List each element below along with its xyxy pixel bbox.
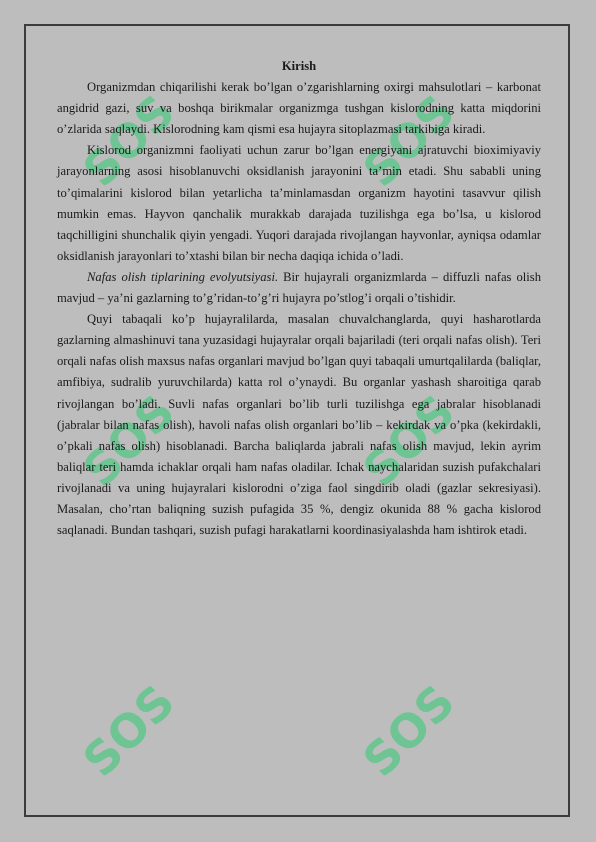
section-subheading: Nafas olish tiplarining evolyutsiyasi.: [87, 269, 279, 284]
watermark-text: SOS: [72, 84, 186, 198]
watermark-text: SOS: [352, 384, 466, 498]
watermark-text: SOS: [72, 674, 186, 788]
paragraph-text: Organizmdan chiqarilishi kerak bo’lgan o’zgarishlarning oxirgi mahsulotlari – karbonat angidrid gazi, suv va boshqa birikmalar organizmga tushgan kislorodning katta miqdorini o’zlarida saqlaydi. Kislorodning kam qismi esa hujayra sitoplazmasi tarkibiga kiradi.: [57, 80, 541, 137]
paragraph-3: [57, 267, 541, 309]
paragraph-text: Kislorod organizmni faoliyati uchun zarur bo’lgan energiyani ajratuvchi bioximiyaviy jarayonlarning asosi hisoblanuvchi oksidlanish jarayonini ta’min etadi. Shu sababli uning to’qimalarini kislorod bilan yetarlicha ta’minlamasdan organizm hayotini tasavvur qilish mumkin emas. Hayvon qanchalik murakkab darajada tuzilishga ega bo’lsa, u kislorod taqchilligini shunchalik qiyin yengadi. Yuqori darajada rivojlangan hayvonlar, ayniqsa odamlar oksidlanish jarayonlari to’xtashi bilan bir necha daqiqa ichida o’ladi.: [57, 143, 541, 263]
watermark-text: SOS: [352, 674, 466, 788]
paragraph-1: [57, 77, 541, 140]
paragraph-2: [57, 140, 541, 267]
paragraph-text: Quyi tabaqali ko’p hujayralilarda, masalan chuvalchanglarda, quyi hasharotlarda gazlarning almashinuvi tana yuzasidagi hujayralar orqali bajariladi (teri orqali nafas olish). Teri orqali nafas olish maxsus nafas organlari mavjud bo’lgan quyi tabaqali umurtqalilarda (baliqlar, amfibiya, sudralib yuruvchilarda) katta rol o’ynaydi. Bu organlar yashash sharoitiga qarab rivojlangan bo’ladi. Suvli nafas organlari bo’lib turli tuzilishga ega jabralar hisoblanadi (jabralar bilan nafas olish), havoli nafas olish organlari bo’lib – kekirdak va o’pka (kekirdakli, o’pkali nafas olish) hisoblanadi. Barcha baliqlarda jabrali nafas olish mavjud, lekin ayrim baliqlar teri hamda ichaklar orqali ham nafas oladilar. Ichak naychalaridan suzish pufakchalari rivojlanadi va uning hujayralari kislorodni o’ziga faol singdirib oladi (gazlar sekresiyasi). Masalan, cho’rtan baliqning suzish pufagida 35 %, dengiz okunida 88 % gacha kislorod saqlanadi. Bundan tashqari, suzish pufagi harakatlarni koordinasiyalashda ham ishtirok etadi.: [57, 312, 541, 538]
paragraph-text: Bir hujayrali organizmlarda – diffuzli nafas olish mavjud – ya’ni gazlarning to’g’ridan-to’g’ri hujayra po’stlog’i orqali o’tishidir.: [57, 269, 541, 306]
document-body: [57, 56, 541, 541]
watermark-text: SOS: [72, 384, 186, 498]
document-title: Kirish: [281, 59, 317, 73]
watermark-text: SOS: [352, 84, 466, 198]
paragraph-4: [57, 309, 541, 541]
